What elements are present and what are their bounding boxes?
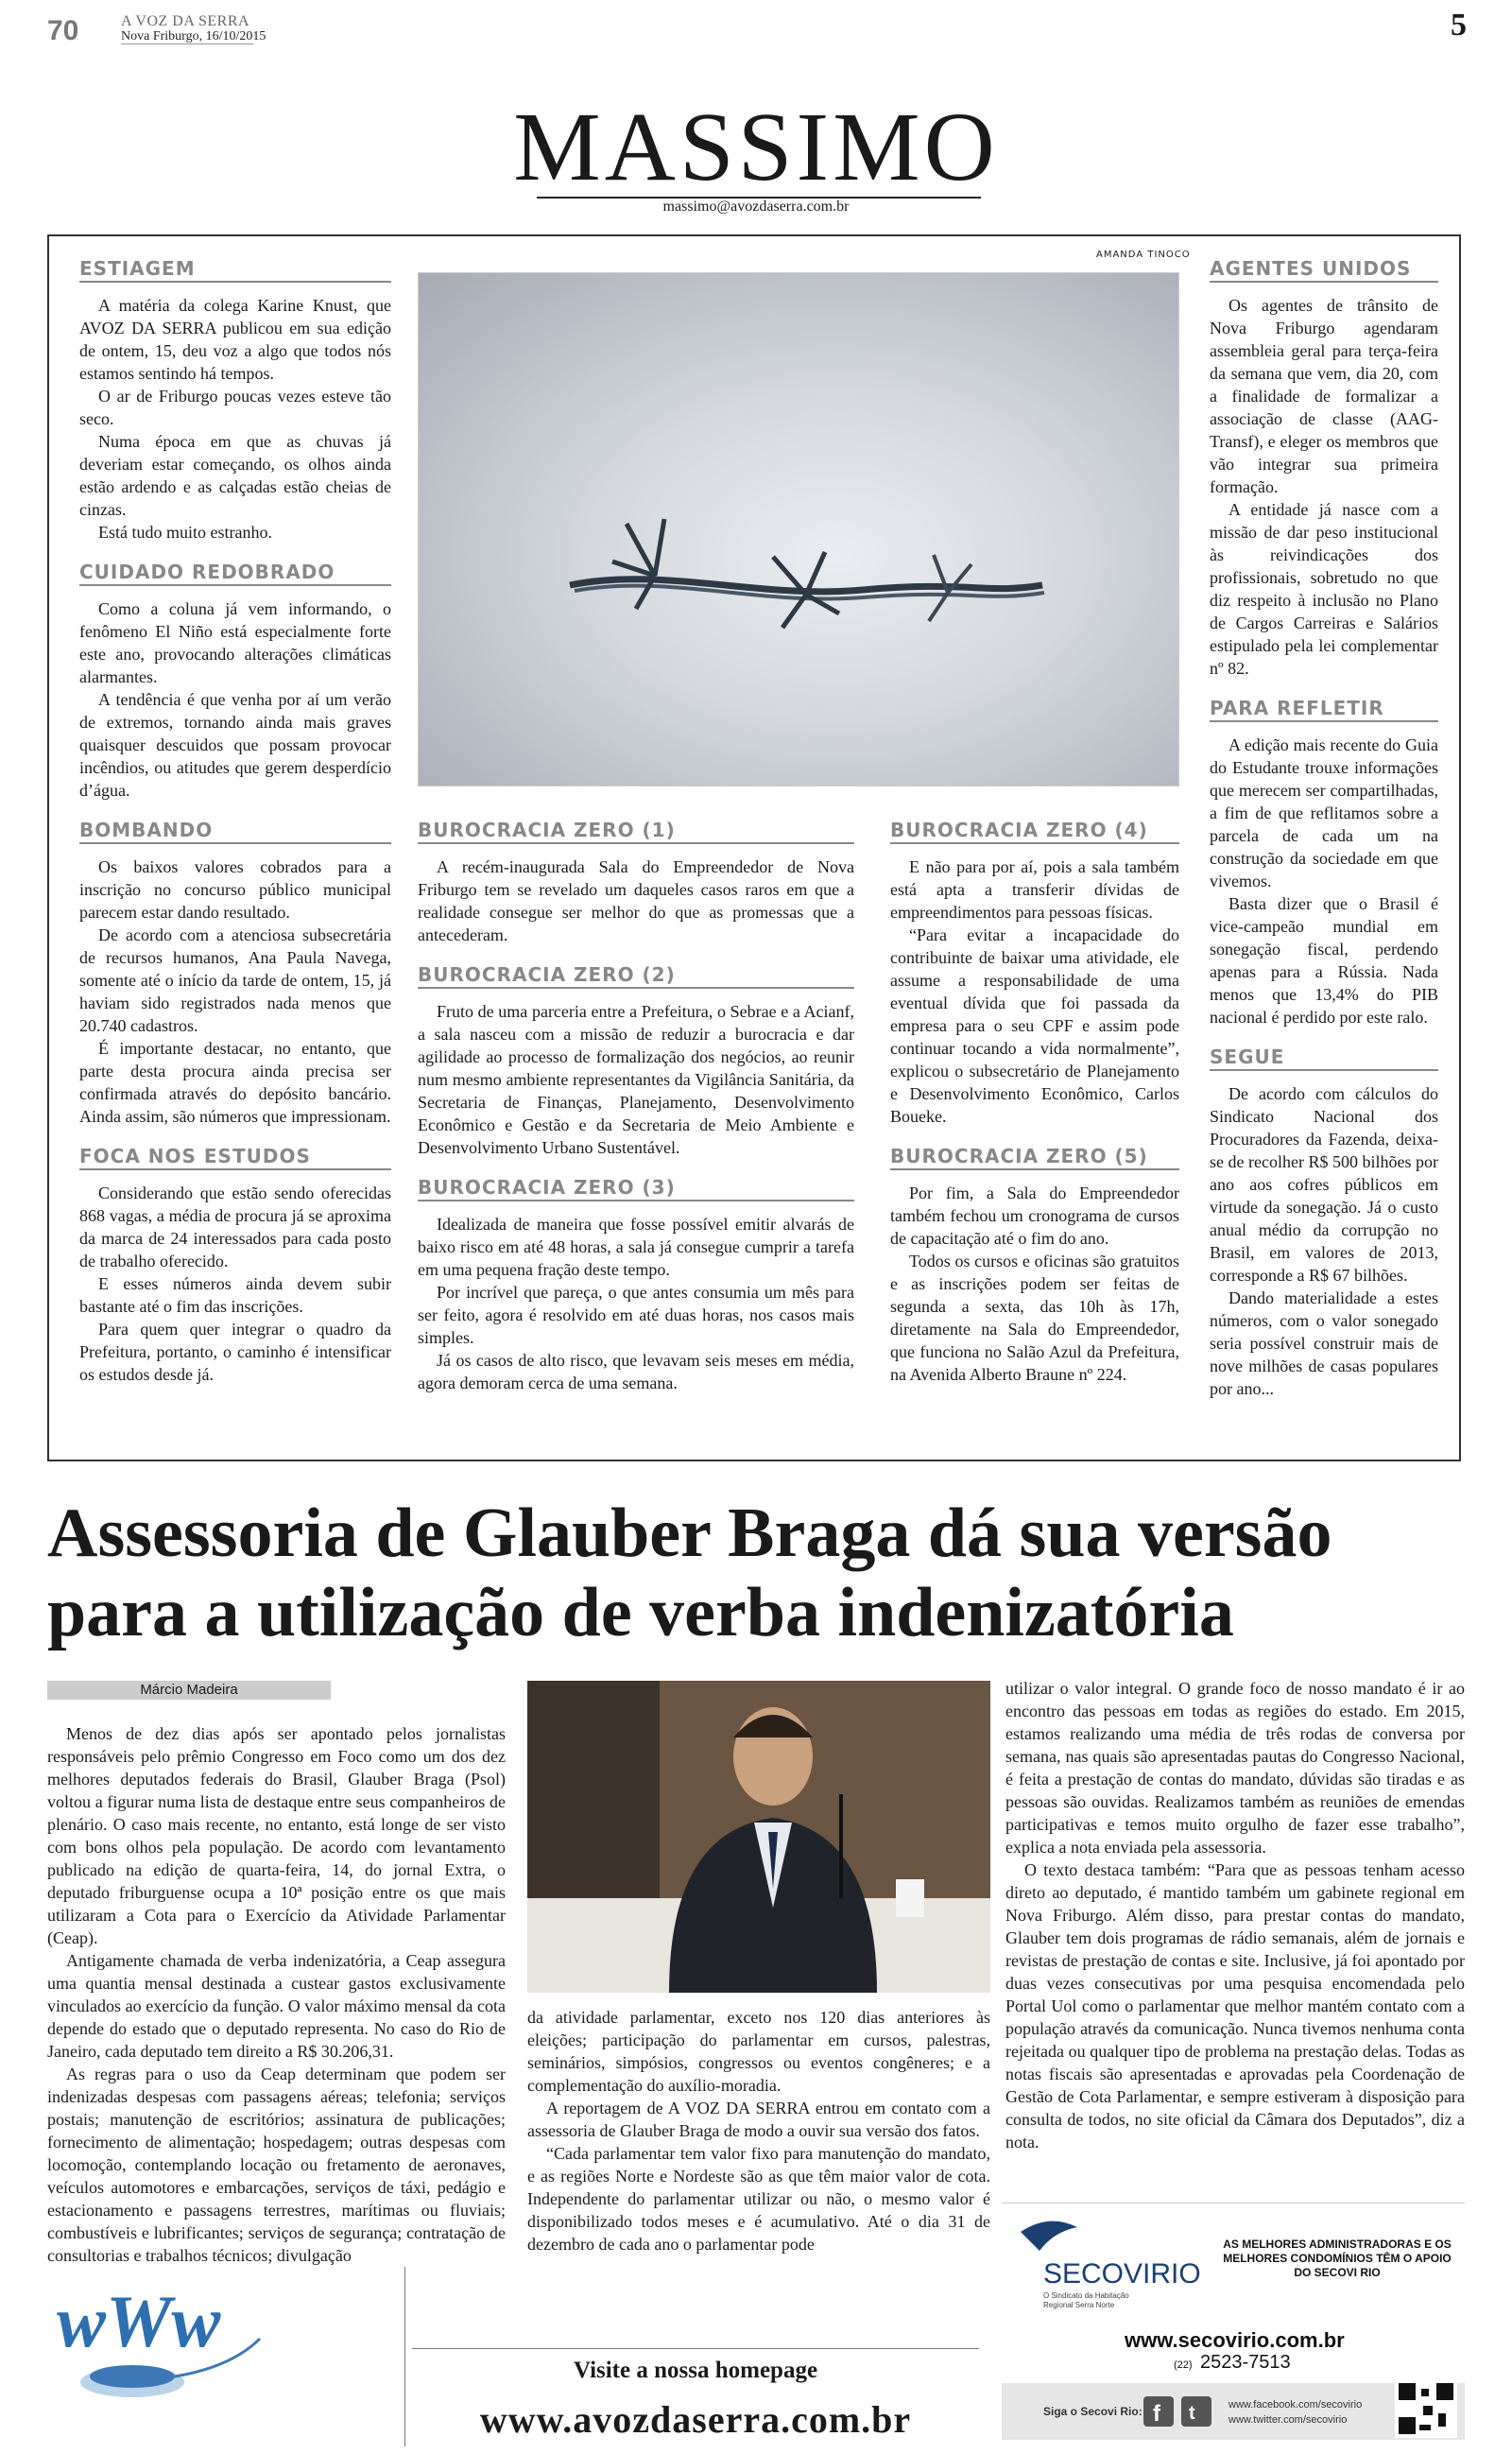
section-paragraph: Para quem quer integrar o quadro da Prefeitura, portanto, o caminho é intensificar os estudos desde já. — [79, 1320, 391, 1384]
section-paragraph: Os agentes de trânsito de Nova Friburgo agendaram assembleia geral para terça-feira da semana que vem, dia 20, com a finalidade de formalizar a associação de classe (AAG-Transf), e eleger os membros que vão integrar sua primeira formação. — [1210, 296, 1438, 496]
article-paragraph: Antigamente chamada de verba indenizatória, a Ceap assegura uma quantia mensal destinada a custear gastos exclusivamente vinculados ao exercício da função. O valor máximo mensal da cota depende do estado que o deputado representa. No caso do Rio de Janeiro, cada deputado tem direito a R$ 30.206,31. — [47, 1951, 506, 2061]
article-col-2 — [527, 2006, 990, 2255]
section-paragraph: De acordo com cálculos do Sindicato Nacional dos Procuradores da Fazenda, deixa-se de recolher R$ 500 bilhões por ano aos cofres públicos em virtude da sonegação. Já o custo anual médio da corrupção no Brasil, em valores de 2013, corresponde a R$ 67 bilhões. — [1210, 1084, 1438, 1285]
section-title: BUROCRACIA ZERO (2) — [418, 963, 854, 989]
section-paragraph: Os baixos valores cobrados para a inscrição no concurso público municipal parecem estar dando resultado. — [79, 857, 391, 922]
secovi-phone-prefix: (22) — [1174, 2359, 1193, 2371]
secovi-facebook: www.facebook.com/secovirio — [1228, 2399, 1363, 2411]
section-paragraph: Basta dizer que o Brasil é vice-campeão mundial em sonegação fiscal, perdendo apenas para a Rússia. Nada menos que 13,4% do PIB nacional é perdido por este ralo. — [1210, 894, 1438, 1027]
section-title: FOCA NOS ESTUDOS — [79, 1145, 391, 1170]
section-paragraph: A recém-inaugurada Sala do Empreendedor de Nova Friburgo tem se revelado um daqueles casos raros em que a realidade consegue ser melhor do que as promessas que a antecederam. — [418, 857, 854, 944]
section-paragraph: Fruto de uma parceria entre a Prefeitura, o Sebrae e a Acianf, a sala nasceu com a missão de reduzir a burocracia e dar agilidade ao processo de formalização dos negócios, ao reunir num mesmo ambiente representantes da Vigilância Sanitária, da Secretaria de Finanças, Planejamento, Desenvolvimento Econômico e Gestão e da Secretaria de Meio Ambiente e Desenvolvimento Urbano Sustentável. — [418, 1002, 854, 1157]
deputy-photo — [527, 1681, 990, 1993]
visit-rule — [412, 2348, 979, 2349]
qr-code-icon — [1395, 2379, 1457, 2438]
anniversary-logo — [47, 13, 102, 45]
section-paragraph: A tendência é que venha por aí um verão de extremos, tornando ainda mais graves quaisquer descuidos que possam provocar incêndios, ou atitudes que gerem desperdício d’água. — [79, 690, 391, 800]
paper-name: A VOZ DA SERRA — [121, 13, 250, 29]
section-title: PARA REFLETIR — [1210, 697, 1438, 722]
section-paragraph: Por incrível que pareça, o que antes consumia um mês para ser feito, agora é resolvido em até duas horas, nos casos mais simples. — [418, 1283, 854, 1347]
article-paragraph: da atividade parlamentar, exceto nos 120 dias anteriores às eleições; participação do parlamentar em cursos, palestras, seminários, simpósios, congressos ou eventos congêneres; e a complementação do auxílio-moradia. — [527, 2008, 990, 2095]
article-paragraph: “Cada parlamentar tem valor fixo para manutenção do mandato, e as regiões Norte e Nordeste são as que têm maior valor de cota. Independente do parlamentar utilizar ou não, o mesmo valor é disponibilizado todos meses e é acumulativo. Até o dia 31 de dezembro de cada ano o parlamentar pode — [527, 2144, 990, 2254]
section-title: ESTIAGEM — [79, 257, 391, 283]
article-paragraph: utilizar o valor integral. O grande foco de nosso mandato é ir ao encontro das pessoas em todas as regiões do estado. Em 2015, estamos realizando uma média de três rodas de conversa por semana, nas quais são apresentadas pautas do Congresso Nacional, é feita a prestação de contas do mandato, dúvidas são tiradas e as pessoas são ouvidas. Realizamos também as reuniões de emendas participativas e temos muito orgulho de fazer esse trabalho”, explica a nota enviada pela assessoria. — [1005, 1679, 1465, 1857]
www-text: wWw — [57, 2280, 221, 2362]
secovi-sub-2: Regional Serra Norte — [1043, 2301, 1115, 2309]
section-paragraph: Todos os cursos e oficinas são gratuitos e as inscrições podem ser feitas de segunda a sexta, das 10h às 17h, diretamente na Sala do Empreendedor, que funciona no Salão Azul da Prefeitura, na Avenida Alberto Braune nº 224. — [890, 1252, 1179, 1384]
logo-number: 70 — [47, 15, 79, 45]
ad-divider — [404, 2267, 405, 2446]
svg-text:t: t — [1189, 2403, 1195, 2424]
section-paragraph: O ar de Friburgo poucas vezes esteve tão seco. — [79, 387, 391, 428]
section-paragraph: E esses números ainda devem subir bastante até o fim das inscrições. — [79, 1274, 391, 1316]
section-title: BUROCRACIA ZERO (5) — [890, 1145, 1179, 1170]
section-title: CUIDADO REDOBRADO — [79, 561, 391, 586]
section-title: AGENTES UNIDOS — [1210, 257, 1438, 283]
section-paragraph: Numa época em que as chuvas já deveriam estar começando, os olhos ainda estão ardendo e as calçadas estão cheias de cinzas. — [79, 432, 391, 519]
homepage-link[interactable]: www.avozdaserra.com.br — [479, 2398, 912, 2441]
section-paragraph: A edição mais recente do Guia do Estudante trouxe informações que merecem ser compartilhadas, a fim de que reflitamos sobre a parcela de cada um na construção da sociedade em que vivemos. — [1210, 735, 1438, 890]
issue-date: Nova Friburgo, 16/10/2015 — [121, 29, 266, 43]
section-title: BUROCRACIA ZERO (3) — [418, 1176, 854, 1201]
section-paragraph: Dando materialidade a estes números, com o valor sonegado seria possível construir mais de nove milhões de casas populares por ano... — [1210, 1288, 1438, 1398]
column-middle-2 — [890, 819, 1179, 1386]
article-paragraph: O texto destaca também: “Para que as pessoas tenham acesso direto ao deputado, é mantido também um gabinete regional em Nova Friburgo. Além disso, para prestar contas do mandato, Glauber tem dois programas de rádio semanais, além de jornais e revistas de prestação de contas e site. Inclusive, já foi apontado por duas vezes consecutivas por uma pesquisa encomendada pelo Portal Uol como o parlamentar que melhor mantém contato com a população através da comunicação. Nunca tivemos nenhuma conta rejeitada ou qualquer tipo de problema na prestação delas. Todas as notas fiscais são apresentadas e aprovadas pela Coordenação de Gestão de Cota Parlamentar, e sempre estiveram à disposição para consulta de todos, no site oficial da Câmara dos Deputados”, diz a nota. — [1005, 1860, 1465, 2152]
secovi-sub-1: O Sindicato da Habitação — [1043, 2291, 1129, 2300]
section-paragraph: Como a coluna já vem informando, o fenômeno El Niño está especialmente forte este ano, provocando alterações climáticas alarmantes. — [79, 599, 391, 686]
www-mouse-ad — [47, 2278, 387, 2401]
section-paragraph: Está tudo muito estranho. — [98, 523, 272, 542]
secovi-headline: AS MELHORES ADMINISTRADORAS E OS MELHORES CONDOMÍNIOS TÊM O APOIO DO SECOVI RIO — [1223, 2238, 1452, 2279]
secovi-ad — [1002, 2203, 1465, 2440]
secovi-url: www.secovirio.com.br — [1125, 2328, 1345, 2352]
secovi-follow: Siga o Secovi Rio: — [1043, 2405, 1143, 2418]
visit-homepage-label: Visite a nossa homepage — [573, 2358, 818, 2383]
section-paragraph: “Para evitar a incapacidade do contribuinte de baixar uma atividade, ele assume a responsabilidade de uma eventual dívida que foi passada da empresa para o seu CPF e assim pode continuar tocando a vida normalmente”, explicou o subsecretário de Planejamento e Desenvolvimento Econômico, Carlos Boueke. — [890, 925, 1179, 1126]
header-rule — [121, 43, 253, 44]
column-right — [1210, 257, 1438, 1400]
article-col-1 — [47, 1722, 506, 2267]
section-title: BUROCRACIA ZERO (4) — [890, 819, 1179, 844]
section-paragraph: Já os casos de alto risco, que levavam seis meses em média, agora demoram cerca de uma semana. — [418, 1351, 854, 1392]
twitter-icon — [1181, 2396, 1211, 2427]
section-paragraph: Por fim, a Sala do Empreendedor também fechou um cronograma de cursos de capacitação até o fim do ano. — [890, 1184, 1179, 1248]
article-paragraph: Menos de dez dias após ser apontado pelos jornalistas responsáveis pelo prêmio Congresso em Foco como um dos dez melhores deputados federais do Brasil, Glauber Braga (Psol) voltou a figurar numa lista de destaque entre seus companheiros de plenário. O caso mais recente, no entanto, está longe de ser visto com bons olhos pela população. De acordo com levantamento publicado na edição de quarta-feira, 14, do jornal Extra, o deputado friburguense ocupa a 10ª posição entre os que mais utilizaram a Cota para o Exercício da Atividade Parlamentar (Ceap). — [47, 1724, 506, 1947]
section-paragraph: É importante destacar, no entanto, que parte desta procura ainda precisa ser confirmada através do depósito bancário. Ainda assim, são números que impressionam. — [79, 1039, 391, 1126]
section-title: BUROCRACIA ZERO (1) — [418, 819, 854, 844]
column-email[interactable]: massimo@avozdaserra.com.br — [662, 199, 850, 215]
section-title: BOMBANDO — [79, 819, 391, 844]
column-masthead: MASSIMO — [513, 93, 999, 201]
section-paragraph: A matéria da colega Karine Knust, que AVOZ DA SERRA publicou em sua edição de ontem, 15, deu voz a algo que todos nós estamos sentindo há tempos. — [79, 296, 391, 383]
article-paragraph: A reportagem de A VOZ DA SERRA entrou em contato com a assessoria de Glauber Braga de modo a ouvir sua versão dos fatos. — [527, 2099, 990, 2140]
secovi-twitter: www.twitter.com/secovirio — [1228, 2414, 1348, 2426]
secovi-logo-text: SECOVIRIO — [1043, 2258, 1201, 2290]
section-paragraph: E não para por aí, pois a sala também está apta a transferir dívidas de empreendimentos para pessoas físicas. — [890, 857, 1179, 922]
section-paragraph: Idealizada de maneira que fosse possível emitir alvarás de baixo risco em até 48 horas, a sala já consegue cumprir a tarefa em uma pequena fração deste tempo. — [418, 1215, 854, 1279]
article-paragraph: As regras para o uso da Ceap determinam que podem ser indenizadas despesas com passagens aéreas; telefonia; serviços postais; manutenção de escritórios; assinatura de publicações; fornecimento de alimentação; hospedagem; outras despesas com locomoção, contemplando locação ou fretamento de aeronaves, veículos automotores e embarcações, serviços de táxi, pedágio e estacionamento e passagens terrestres, marítimas ou fluviais; combustíveis e lubrificantes; serviços de segurança; contratação de consultorias e trabalhos técnicos; divulgação — [47, 2065, 506, 2265]
section-paragraph: A entidade já nasce com a missão de dar peso institucional às reivindicações dos profissionais, sobretudo no que diz respeito à inclusão no Plano de Cargos Carreiras e Salários estipulado pela lei complementar nº 82. — [1210, 500, 1438, 678]
page-number: 5 — [1451, 8, 1467, 43]
section-title: SEGUE — [1210, 1046, 1438, 1071]
section-paragraph: De acordo com a atenciosa subsecretária de recursos humanos, Ana Paula Navega, somente até o início da tarde de ontem, 15, já haviam sido registrados nada menos que 20.740 cadastros. — [79, 925, 391, 1035]
barbed-wire-photo — [418, 272, 1179, 786]
article-headline: Assessoria de Glauber Braga dá sua versão para a utilização de verba indenizatória — [47, 1495, 1332, 1651]
article-col-3 — [1005, 1677, 1465, 2153]
article-byline: Márcio Madeira — [47, 1681, 331, 1700]
photo-credit: AMANDA TINOCO — [1096, 250, 1191, 260]
column-middle — [418, 819, 854, 1394]
section-paragraph: Considerando que estão sendo oferecidas 868 vagas, a média de procura já se aproxima da marca de 24 interessados para cada posto de trabalho oferecido. — [79, 1184, 391, 1270]
column-left — [79, 257, 391, 1386]
svg-text:f: f — [1153, 2401, 1160, 2427]
secovi-phone: 2523-7513 — [1200, 2352, 1291, 2373]
